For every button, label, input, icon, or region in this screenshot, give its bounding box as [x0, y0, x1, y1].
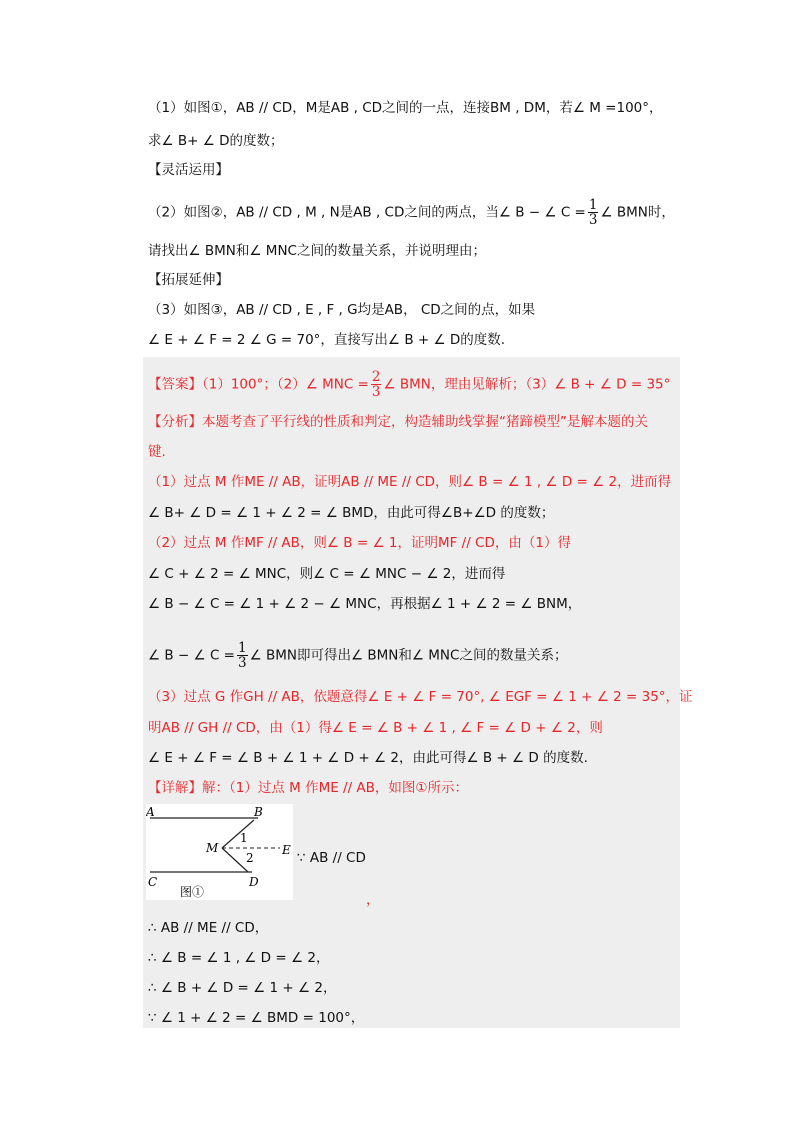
- section-heading-flex: 【灵活运用】: [148, 162, 229, 178]
- analysis-frac-den: 3: [237, 655, 247, 671]
- q2-frac-num: 1: [588, 197, 598, 213]
- analysis-label: 【分析】: [148, 414, 202, 430]
- answer-part-1: （1）100°；（2）∠ MNC =: [202, 376, 369, 393]
- label-b: B: [254, 805, 263, 819]
- q1-line-1: （1）如图①，AB // CD，M是AB , CD之间的一点，连接BM , DM，若∠ M =100°，: [148, 100, 663, 116]
- figure-1-diagram: [146, 804, 293, 900]
- answer-label: 【答案】: [148, 376, 202, 393]
- analysis-step2-line-4-before: ∠ B − ∠ C =: [148, 647, 235, 664]
- q1-line-2: 求∠ B+ ∠ D的度数；: [148, 133, 284, 149]
- detail-step-4: ∵ ∠ 1 + ∠ 2 = ∠ BMD = 100°，: [148, 1010, 365, 1026]
- answer-frac-num: 2: [371, 369, 381, 385]
- analysis-step2-line-4-after: ∠ BMN即可得出∠ BMN和∠ MNC之间的数量关系；: [249, 647, 568, 664]
- analysis-step2-line-1: （2）过点 M 作MF // AB，则∠ B = ∠ 1，证明MF // CD，由（1）得: [148, 535, 571, 551]
- label-angle-1: 1: [240, 831, 248, 845]
- label-a: A: [146, 805, 155, 819]
- q3-line-2: ∠ E + ∠ F = 2 ∠ G = 70°，直接写出∠ B + ∠ D的度数.: [148, 332, 506, 348]
- segment-md: [222, 848, 248, 872]
- analysis-line-2: 键.: [148, 444, 166, 460]
- detail-step-1: ∴ AB // ME // CD，: [148, 920, 269, 936]
- segment-mb: [222, 820, 254, 848]
- answer-part-2: ∠ BMN，理由见解析；（3）∠ B + ∠ D = 35°: [383, 376, 671, 393]
- q2-frac-den: 3: [588, 212, 598, 228]
- analysis-step3-line-2: 明AB // GH // CD，由（1）得∠ E = ∠ B + ∠ 1 , ∠ F = ∠ D + ∠ 2，则: [148, 720, 603, 736]
- q2-line-1-after: ∠ BMN时，: [600, 204, 675, 221]
- q3-line-1: （3）如图③，AB // CD , E , F , G均是AB， CD之间的点，如果: [148, 302, 536, 318]
- q2-line-1-before: （2）如图②，AB // CD , M , N是AB , CD之间的两点，当∠ B − ∠ C =: [148, 204, 586, 221]
- analysis-step2-line-4: [148, 641, 567, 670]
- label-angle-2: 2: [246, 851, 254, 865]
- analysis-step2-line-2: ∠ C + ∠ 2 = ∠ MNC，则∠ C = ∠ MNC − ∠ 2，进而得: [148, 566, 506, 582]
- label-e: E: [282, 843, 291, 857]
- label-c: C: [148, 875, 158, 889]
- q2-line-2: 请找出∠ BMN和∠ MNC之间的数量关系，并说明理由；: [148, 243, 486, 259]
- label-m: M: [206, 841, 219, 855]
- answer-line: [148, 370, 670, 399]
- figure-caption: 图①: [180, 885, 205, 899]
- q2-line-1: [148, 198, 675, 227]
- analysis-frac-num: 1: [237, 640, 247, 656]
- analysis-step3-line-3: ∠ E + ∠ F = ∠ B + ∠ 1 + ∠ D + ∠ 2，由此可得∠ B + ∠ D 的度数.: [148, 750, 588, 766]
- q2-fraction: [588, 198, 599, 227]
- analysis-step2-fraction: [237, 641, 248, 670]
- analysis-step1-line-2: ∠ B+ ∠ D = ∠ 1 + ∠ 2 = ∠ BMD，由此可得∠B+∠D 的度数；: [148, 505, 555, 521]
- detail-comma: ，: [366, 892, 380, 908]
- label-d: D: [249, 875, 259, 889]
- detail-step-3: ∴ ∠ B + ∠ D = ∠ 1 + ∠ 2，: [148, 980, 337, 996]
- section-heading-ext: 【拓展延伸】: [148, 272, 229, 288]
- answer-frac-den: 3: [371, 384, 381, 400]
- answer-fraction: [371, 370, 382, 399]
- analysis-line-1: [148, 412, 648, 432]
- detail-line: [148, 778, 468, 798]
- analysis-step3-line-1: （3）过点 G 作GH // AB，依题意得∠ E + ∠ F = 70°, ∠ EGF = ∠ 1 + ∠ 2 = 35°，证: [148, 689, 693, 705]
- analysis-text-1: 本题考查了平行线的性质和判定，构造辅助线掌握“猪蹄模型”是解本题的关: [202, 414, 648, 430]
- analysis-step2-line-3: ∠ B − ∠ C = ∠ 1 + ∠ 2 − ∠ MNC，再根据∠ 1 + ∠ 2 = ∠ BNM，: [148, 596, 582, 612]
- analysis-step1-line-1: （1）过点 M 作ME // AB，证明AB // ME // CD，则∠ B = ∠ 1 , ∠ D = ∠ 2，进而得: [148, 474, 672, 490]
- detail-intro: 解：（1）过点 M 作ME // AB，如图①所示：: [202, 780, 469, 796]
- detail-since: ∵ AB // CD: [297, 850, 366, 866]
- detail-step-2: ∴ ∠ B = ∠ 1 , ∠ D = ∠ 2，: [148, 950, 330, 966]
- detail-label: 【详解】: [148, 780, 202, 796]
- figure-1: [146, 804, 293, 900]
